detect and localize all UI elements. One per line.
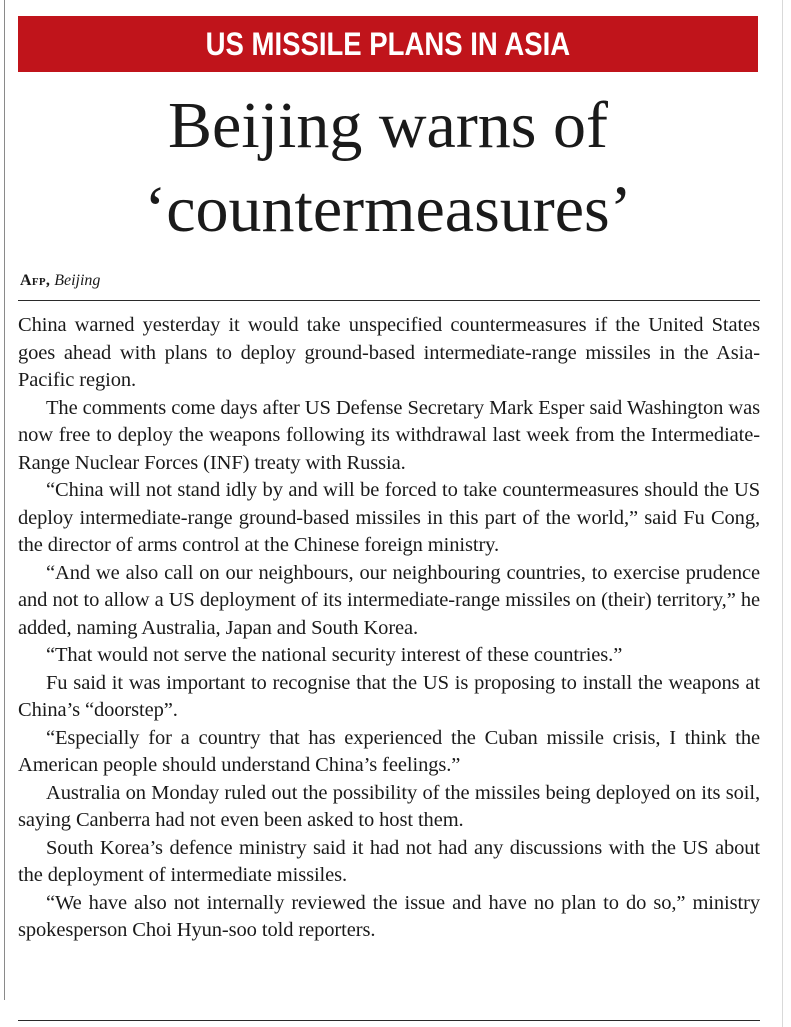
kicker-label: US MISSILE PLANS IN ASIA (205, 26, 571, 62)
left-column-rule (4, 0, 5, 1000)
right-edge-rule (782, 0, 783, 1027)
headline-line-1: Beijing warns of (168, 89, 608, 162)
section-kicker-banner (18, 16, 758, 72)
headline-line-2: ‘countermeasures’ (144, 173, 632, 246)
byline-divider (18, 300, 760, 301)
byline (20, 270, 100, 292)
article-paragraph: “And we also call on our neighbours, our neighbouring countries, to exercise prudence and not to allow a US deployment of its intermediate-range missiles on (their) territory,” he added, naming Australia, Japan and South Korea. (18, 561, 760, 639)
article-paragraph: China warned yesterday it would take unspecified countermeasures if the United States goes ahead with plans to deploy ground-based intermediate-range missiles in the Asia-Pacific region. (18, 314, 760, 391)
article-paragraph: “We have also not internally reviewed the issue and have no plan to do so,” ministry spokesperson Choi Hyun-soo told reporters. (18, 891, 760, 941)
article-paragraph: “China will not stand idly by and will be forced to take countermeasures should the US deploy intermediate-range ground-based missiles in this part of the world,” said Fu Cong, the director of arms control at the Chinese foreign ministry. (18, 479, 760, 556)
article-paragraph: “That would not serve the national security interest of these countries.” (46, 644, 623, 666)
article-paragraph: Fu said it was important to recognise that the US is proposing to install the weapons at China’s “doorstep”. (18, 671, 760, 721)
article-paragraph: The comments come days after US Defense Secretary Mark Esper said Washington was now free to deploy the weapons following its withdrawal last week from the Intermediate-Range Nuclear Forces (INF) treaty with Russia. (18, 396, 760, 474)
article-end-rule (18, 1020, 760, 1021)
byline-place: Beijing (54, 272, 101, 289)
article-paragraph: Australia on Monday ruled out the possibility of the missiles being deployed on its soil, saying Canberra had not even been asked to host them. (18, 781, 760, 831)
byline-agency: Afp, (20, 272, 51, 289)
article-headline (18, 84, 758, 252)
article-paragraph: “Especially for a country that has experienced the Cuban missile crisis, I think the American people should understand China’s feelings.” (18, 726, 760, 776)
article-paragraph: South Korea’s defence ministry said it had not had any discussions with the US about the deployment of intermediate missiles. (18, 836, 760, 886)
article-body (18, 312, 760, 945)
